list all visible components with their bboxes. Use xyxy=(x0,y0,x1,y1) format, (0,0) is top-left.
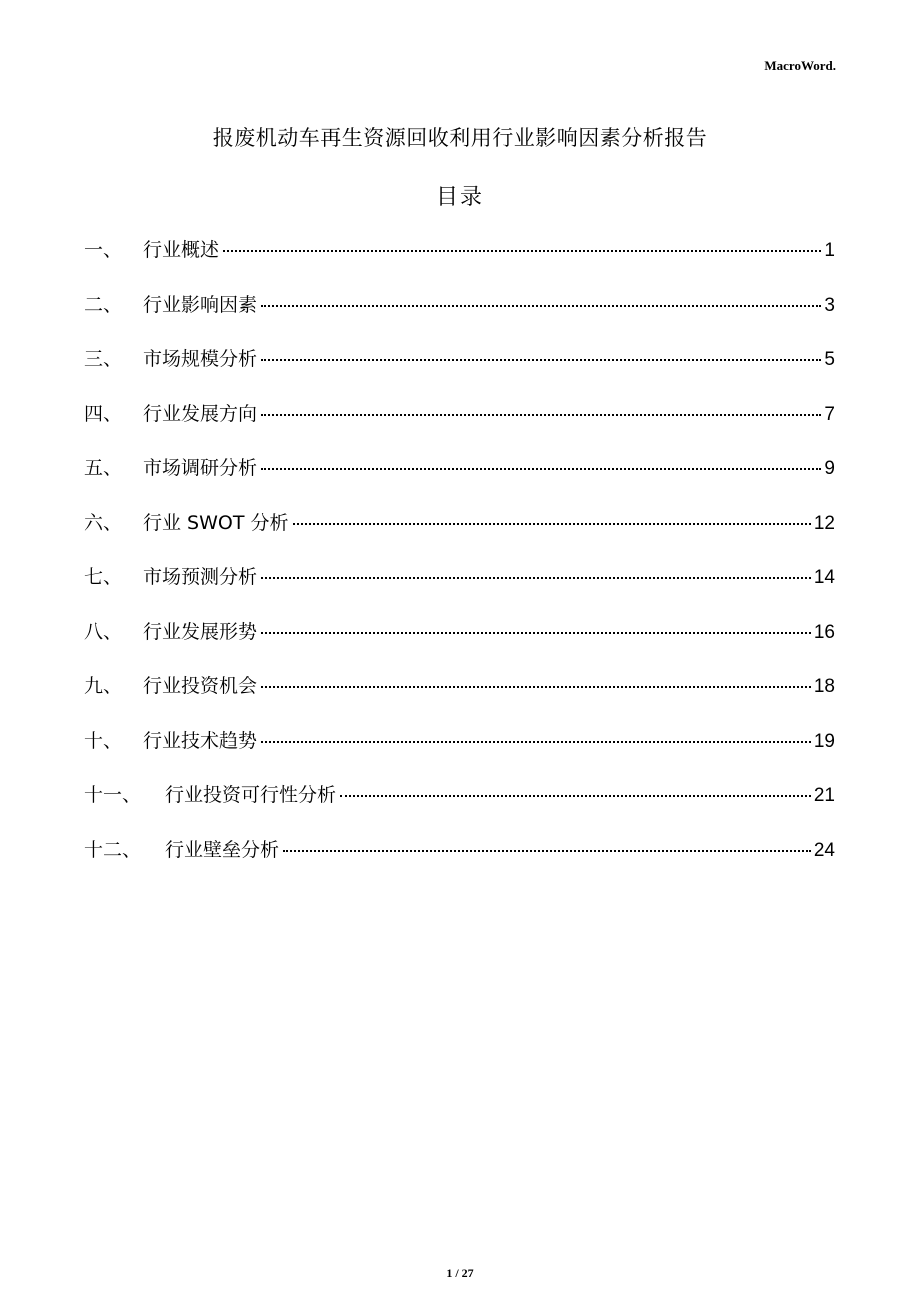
toc-entry-2[interactable] xyxy=(84,287,835,342)
toc-entry-1[interactable] xyxy=(84,232,835,287)
toc-entry-page: 5 xyxy=(824,349,835,370)
toc-entry-title: 行业壁垒分析 xyxy=(165,838,280,861)
document-title: 报废机动车再生资源回收利用行业影响因素分析报告 xyxy=(212,126,708,150)
toc-entry-6[interactable] xyxy=(84,505,835,560)
toc-entry-title: 行业发展方向 xyxy=(143,402,258,425)
toc-dot-leader xyxy=(223,250,821,252)
toc-entry-8[interactable] xyxy=(84,614,835,669)
toc-entry-page: 16 xyxy=(813,621,835,643)
toc-entry-title: 市场预测分析 xyxy=(143,566,258,588)
toc-entry-title: 行业概述 xyxy=(143,239,220,261)
toc-entry-number: 十一、 xyxy=(84,784,142,806)
toc-entry-number: 二、 xyxy=(84,293,123,316)
toc-dot-leader xyxy=(261,359,821,361)
toc-entry-number: 四、 xyxy=(84,402,123,425)
toc-entry-page: 9 xyxy=(824,458,835,479)
toc-entry-title: 行业发展形势 xyxy=(143,620,258,643)
toc-dot-leader xyxy=(261,686,811,688)
toc-entry-title: 行业 SWOT 分析 xyxy=(143,511,289,534)
toc-entry-number: 一、 xyxy=(84,239,123,261)
toc-entry-11[interactable] xyxy=(84,777,835,832)
toc-entry-page: 21 xyxy=(813,785,835,806)
toc-entry-page: 12 xyxy=(813,512,835,534)
toc-dot-leader xyxy=(261,632,811,634)
toc-entry-title: 行业技术趋势 xyxy=(143,729,258,752)
toc-dot-leader xyxy=(261,468,821,470)
toc-entry-page: 24 xyxy=(813,839,835,861)
toc-entry-page: 1 xyxy=(824,240,835,261)
table-of-contents xyxy=(84,232,835,886)
toc-entry-4[interactable] xyxy=(84,396,835,451)
toc-entry-number: 十、 xyxy=(84,729,123,752)
toc-entry-title: 市场调研分析 xyxy=(143,457,258,479)
toc-heading: 目录 xyxy=(435,185,484,210)
toc-dot-leader xyxy=(261,577,811,579)
toc-entry-title: 行业投资可行性分析 xyxy=(165,784,337,806)
toc-entry-number: 五、 xyxy=(84,457,123,479)
toc-entry-number: 十二、 xyxy=(84,838,142,861)
toc-entry-12[interactable] xyxy=(84,832,835,887)
toc-entry-3[interactable] xyxy=(84,341,835,396)
toc-entry-number: 七、 xyxy=(84,566,123,588)
toc-entry-9[interactable] xyxy=(84,668,835,723)
toc-entry-number: 九、 xyxy=(84,675,123,697)
toc-entry-number: 六、 xyxy=(84,511,123,534)
toc-entry-page: 14 xyxy=(813,567,835,588)
toc-entry-number: 八、 xyxy=(84,620,123,643)
toc-entry-5[interactable] xyxy=(84,450,835,505)
toc-entry-10[interactable] xyxy=(84,723,835,778)
toc-entry-title: 行业投资机会 xyxy=(143,675,258,697)
toc-dot-leader xyxy=(283,850,811,852)
page-number-footer: 1 / 27 xyxy=(446,1266,474,1280)
toc-entry-page: 7 xyxy=(824,403,835,425)
toc-dot-leader xyxy=(340,795,811,797)
toc-entry-7[interactable] xyxy=(84,559,835,614)
toc-dot-leader xyxy=(261,414,821,416)
toc-entry-page: 18 xyxy=(813,676,835,697)
toc-entry-page: 19 xyxy=(813,730,835,752)
toc-entry-number: 三、 xyxy=(84,348,123,370)
toc-entry-title: 行业影响因素 xyxy=(143,293,258,316)
toc-entry-page: 3 xyxy=(824,294,835,316)
toc-dot-leader xyxy=(261,741,811,743)
toc-dot-leader xyxy=(261,305,821,307)
toc-dot-leader xyxy=(293,523,811,525)
header-brand: MacroWord. xyxy=(764,58,836,73)
toc-entry-title: 市场规模分析 xyxy=(143,348,258,370)
